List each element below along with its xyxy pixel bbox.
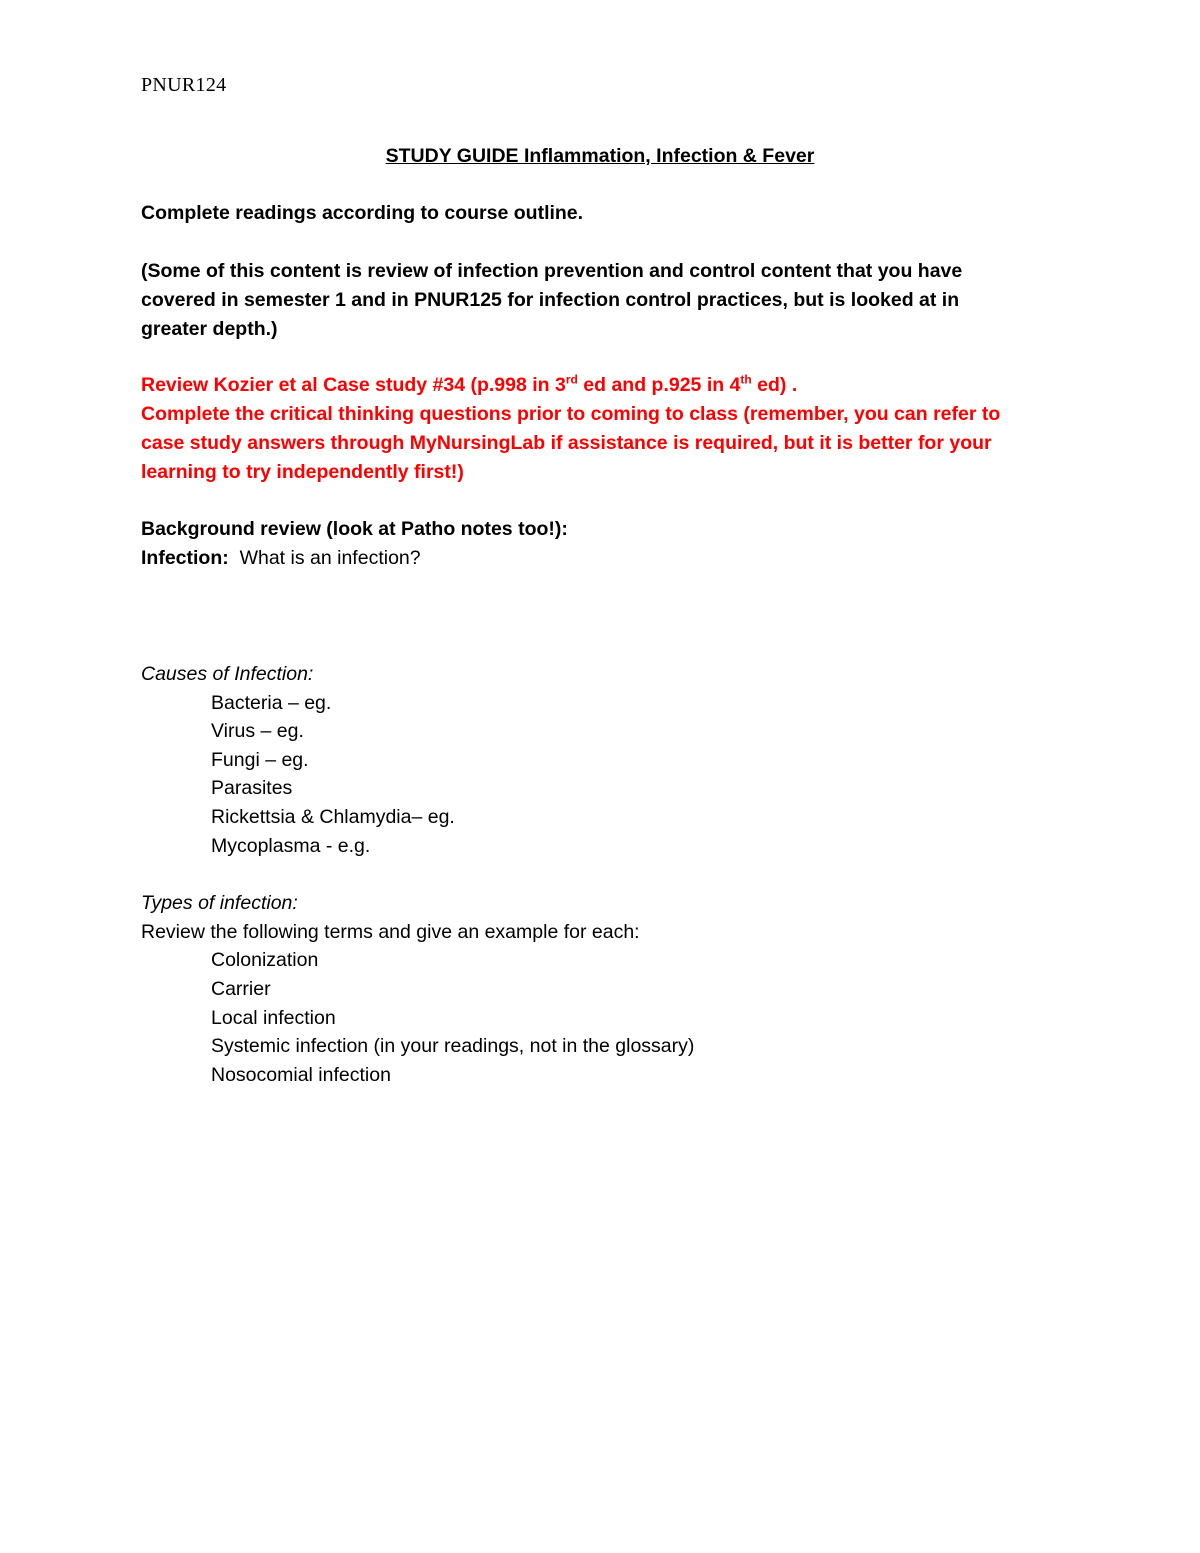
cause-item: Fungi – eg. [211,749,309,771]
review-text-b: ed and p.925 in 4 [577,374,741,396]
review-text-a: Review Kozier et al Case study #34 (p.998 in 3 [141,374,566,396]
review-sup-b: th [740,372,752,387]
type-item: Carrier [211,978,271,1000]
background-heading: Background review (look at Patho notes too!): [141,518,568,540]
cause-item: Parasites [211,777,293,799]
type-item: Local infection [211,1007,336,1029]
course-code-header: PNUR124 [141,74,227,96]
critical-line-1: Complete the critical thinking questions prior to coming to class (remember, you can refer to [141,403,1001,425]
note-line-1: (Some of this content is review of infection prevention and control content that you have [141,260,963,282]
causes-heading: Causes of Infection: [141,663,314,685]
type-item: Colonization [211,949,319,971]
cause-item: Mycoplasma - e.g. [211,835,371,857]
infection-question-line [141,544,421,573]
review-text-c: ed) . [751,374,798,396]
cause-item: Bacteria – eg. [211,692,332,714]
type-item: Systemic infection (in your readings, not in the glossary) [211,1035,695,1057]
types-heading: Types of infection: [141,892,298,914]
document-title: STUDY GUIDE Inflammation, Infection & Fever [385,145,815,167]
cause-item: Virus – eg. [211,720,304,742]
types-instruction: Review the following terms and give an example for each: [141,921,640,943]
intro-instruction: Complete readings according to course outline. [141,202,584,224]
infection-question: What is an infection? [228,547,421,569]
cause-item: Rickettsia & Chlamydia– eg. [211,806,455,828]
critical-line-3: learning to try independently first!) [141,461,464,483]
review-sup-a: rd [565,372,578,387]
note-line-2: covered in semester 1 and in PNUR125 for infection control practices, but is looked at in [141,289,960,311]
note-line-3: greater depth.) [141,318,278,340]
infection-label: Infection: [141,547,229,569]
review-case-study-line [141,371,797,400]
critical-line-2: case study answers through MyNursingLab if assistance is required, but it is better for your [141,432,992,454]
type-item: Nosocomial infection [211,1064,391,1086]
